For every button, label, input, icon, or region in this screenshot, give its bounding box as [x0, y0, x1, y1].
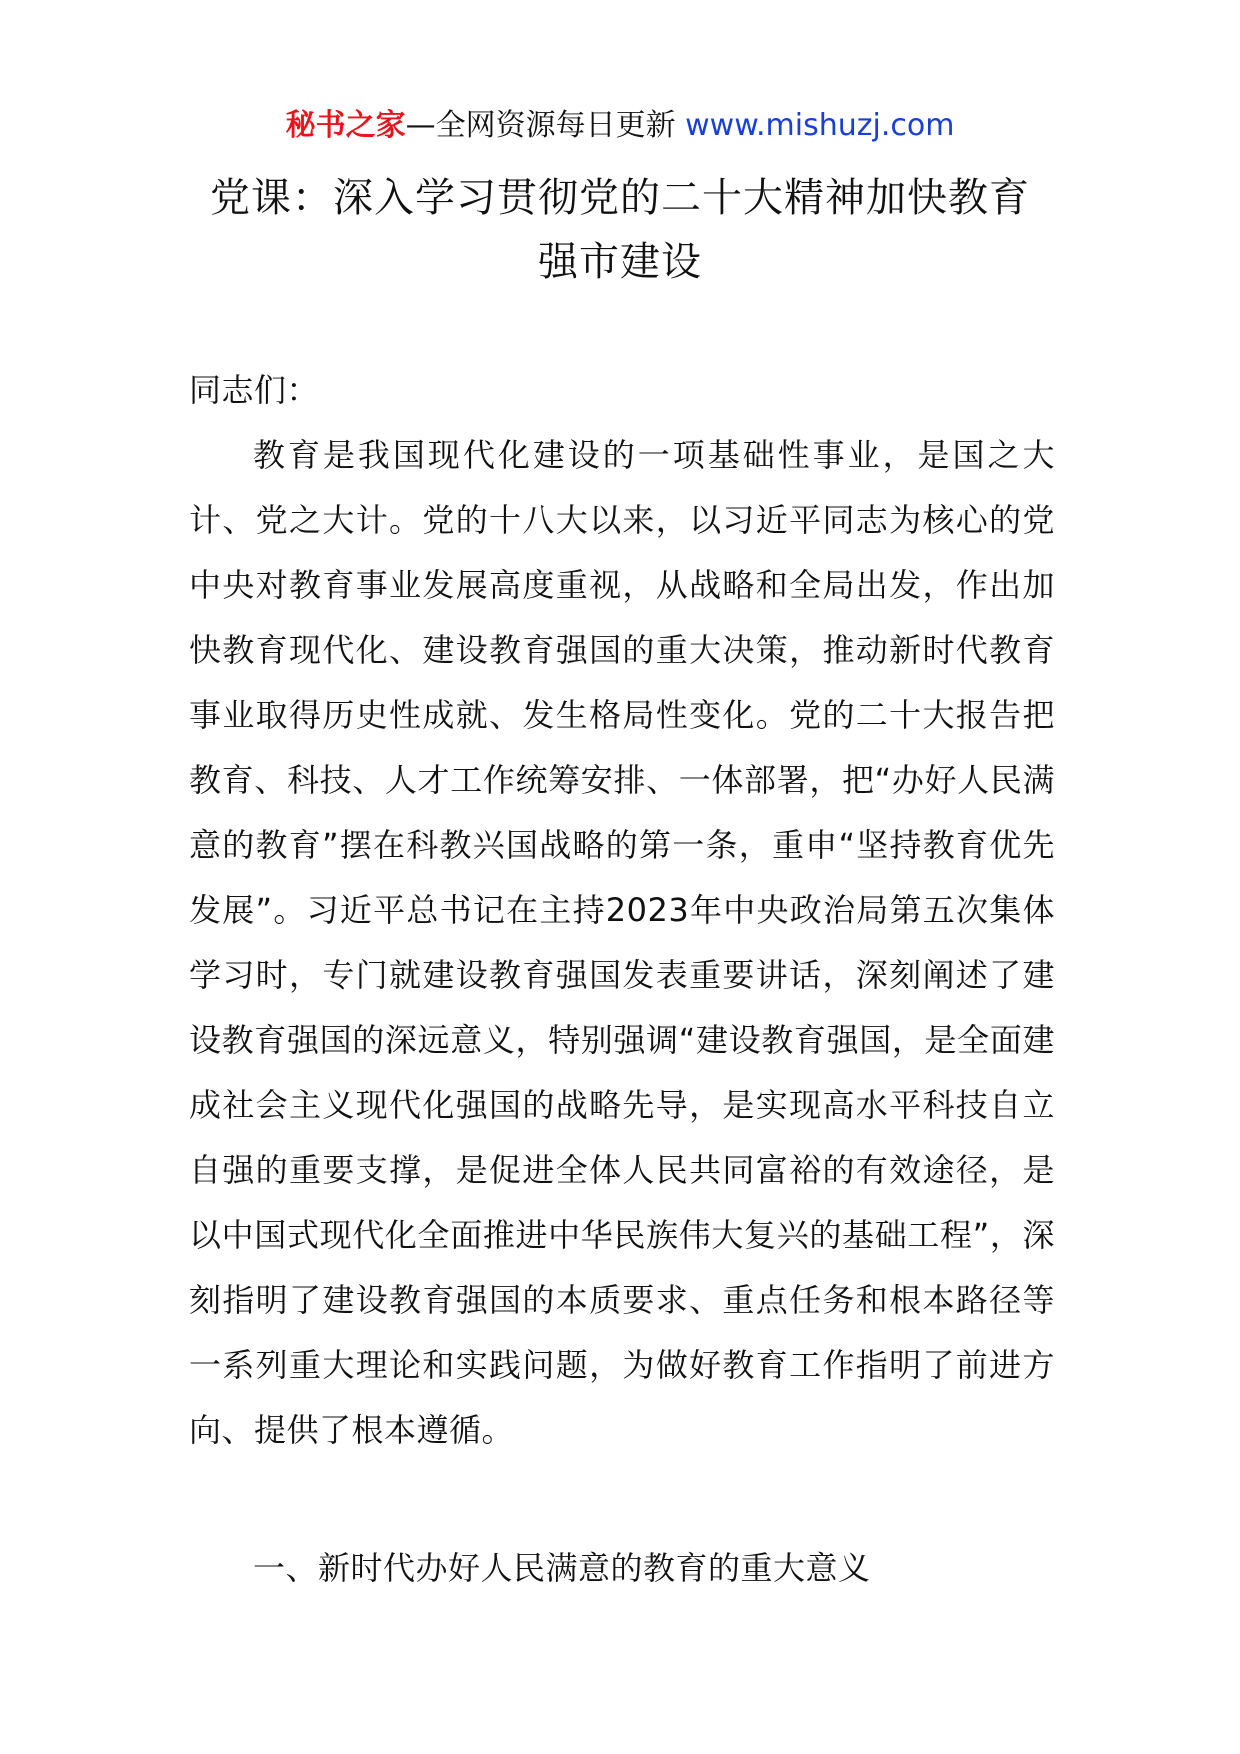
- salutation: 同志们：: [189, 371, 320, 409]
- document-title: 党课：深入学习贯彻党的二十大精神加快教育强市建设: [210, 175, 1030, 285]
- document-body: [189, 358, 1055, 1463]
- watermark-tagline: —全网资源每日更新: [405, 108, 676, 143]
- watermark-url[interactable]: www.mishuzj.com: [685, 108, 955, 143]
- watermark-brand: 秘书之家: [285, 108, 406, 143]
- section-heading: 一、新时代办好人民满意的教育的重大意义: [253, 1549, 871, 1587]
- site-watermark: [0, 106, 1240, 146]
- paragraph: 教育是我国现代化建设的一项基础性事业，是国之大计、党之大计。党的十八大以来，以习近平同志为核心的党中央对教育事业发展高度重视，从战略和全局出发，作出加快教育现代化、建设教育强国的重大决策，推动新时代教育事业取得历史性成就、发生格局性变化。党的二十大报告把教育、科技、人才工作统筹安排、一体部署，把“办好人民满意的教育”摆在科教兴国战略的第一条，重申“坚持教育优先发展”。习近平总书记在主持2023年中央政治局第五次集体学习时，专门就建设教育强国发表重要讲话，深刻阐述了建设教育强国的深远意义，特别强调“建设教育强国，是全面建成社会主义现代化强国的战略先导，是实现高水平科技自立自强的重要支撑，是促进全体人民共同富裕的有效途径，是以中国式现代化全面推进中华民族伟大复兴的基础工程”，深刻指明了建设教育强国的本质要求、重点任务和根本路径等一系列重大理论和实践问题，为做好教育工作指明了前进方向、提供了根本遵循。: [189, 436, 1055, 1449]
